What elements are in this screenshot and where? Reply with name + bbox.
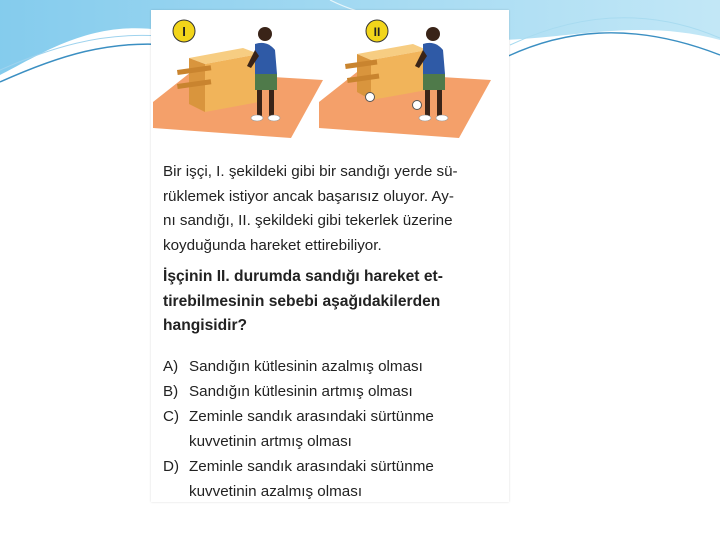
option-letter: A) [163,358,179,375]
option-letter: D) [163,458,180,475]
option-d[interactable] [163,455,503,504]
crate-1 [177,48,259,112]
option-text: Zeminle sandık arasındaki sürtünme [189,458,434,475]
stem-line: rüklemek istiyor ancak başarısız oluyor. Ay- [163,187,454,205]
question-line: hangisidir? [163,317,248,334]
question-line: tirebilmesinin sebebi aşağıdakilerden [163,292,441,310]
stem-line: Bir işçi, I. şekildeki gibi bir sandığı yerde sü- [163,163,458,180]
option-text: kuvvetinin artmış olması [189,432,352,450]
question-card [151,10,509,502]
option-letter: B) [163,382,179,400]
wheel-2 [413,101,422,110]
crate-2 [345,44,427,100]
option-text: Sandığın kütlesinin artmış olması [189,382,413,400]
option-text: kuvvetinin azalmış olması [189,482,363,500]
stem-line: nı sandığı, II. şekildeki gibi tekerlek üzerine [163,212,453,229]
figure-2 [319,20,491,138]
figure-2-label: II [373,25,381,39]
wheel-1 [366,93,375,102]
figure-1 [153,20,323,138]
option-c[interactable] [163,405,503,454]
answer-options [163,355,503,504]
option-letter: C) [163,408,180,425]
option-text: Sandığın kütlesinin azalmış olması [189,358,423,375]
figure-1-label: I [182,24,186,39]
option-text: Zeminle sandık arasındaki sürtünme [189,408,434,425]
question-stem [163,160,503,258]
stem-line: koyduğunda hareket ettirebiliyor. [163,236,382,254]
question-prompt [163,265,503,339]
option-b[interactable] [163,380,503,405]
option-a[interactable] [163,355,503,380]
illustration-panel [151,10,509,152]
question-line: İşçinin II. durumda sandığı hareket et- [163,268,443,285]
